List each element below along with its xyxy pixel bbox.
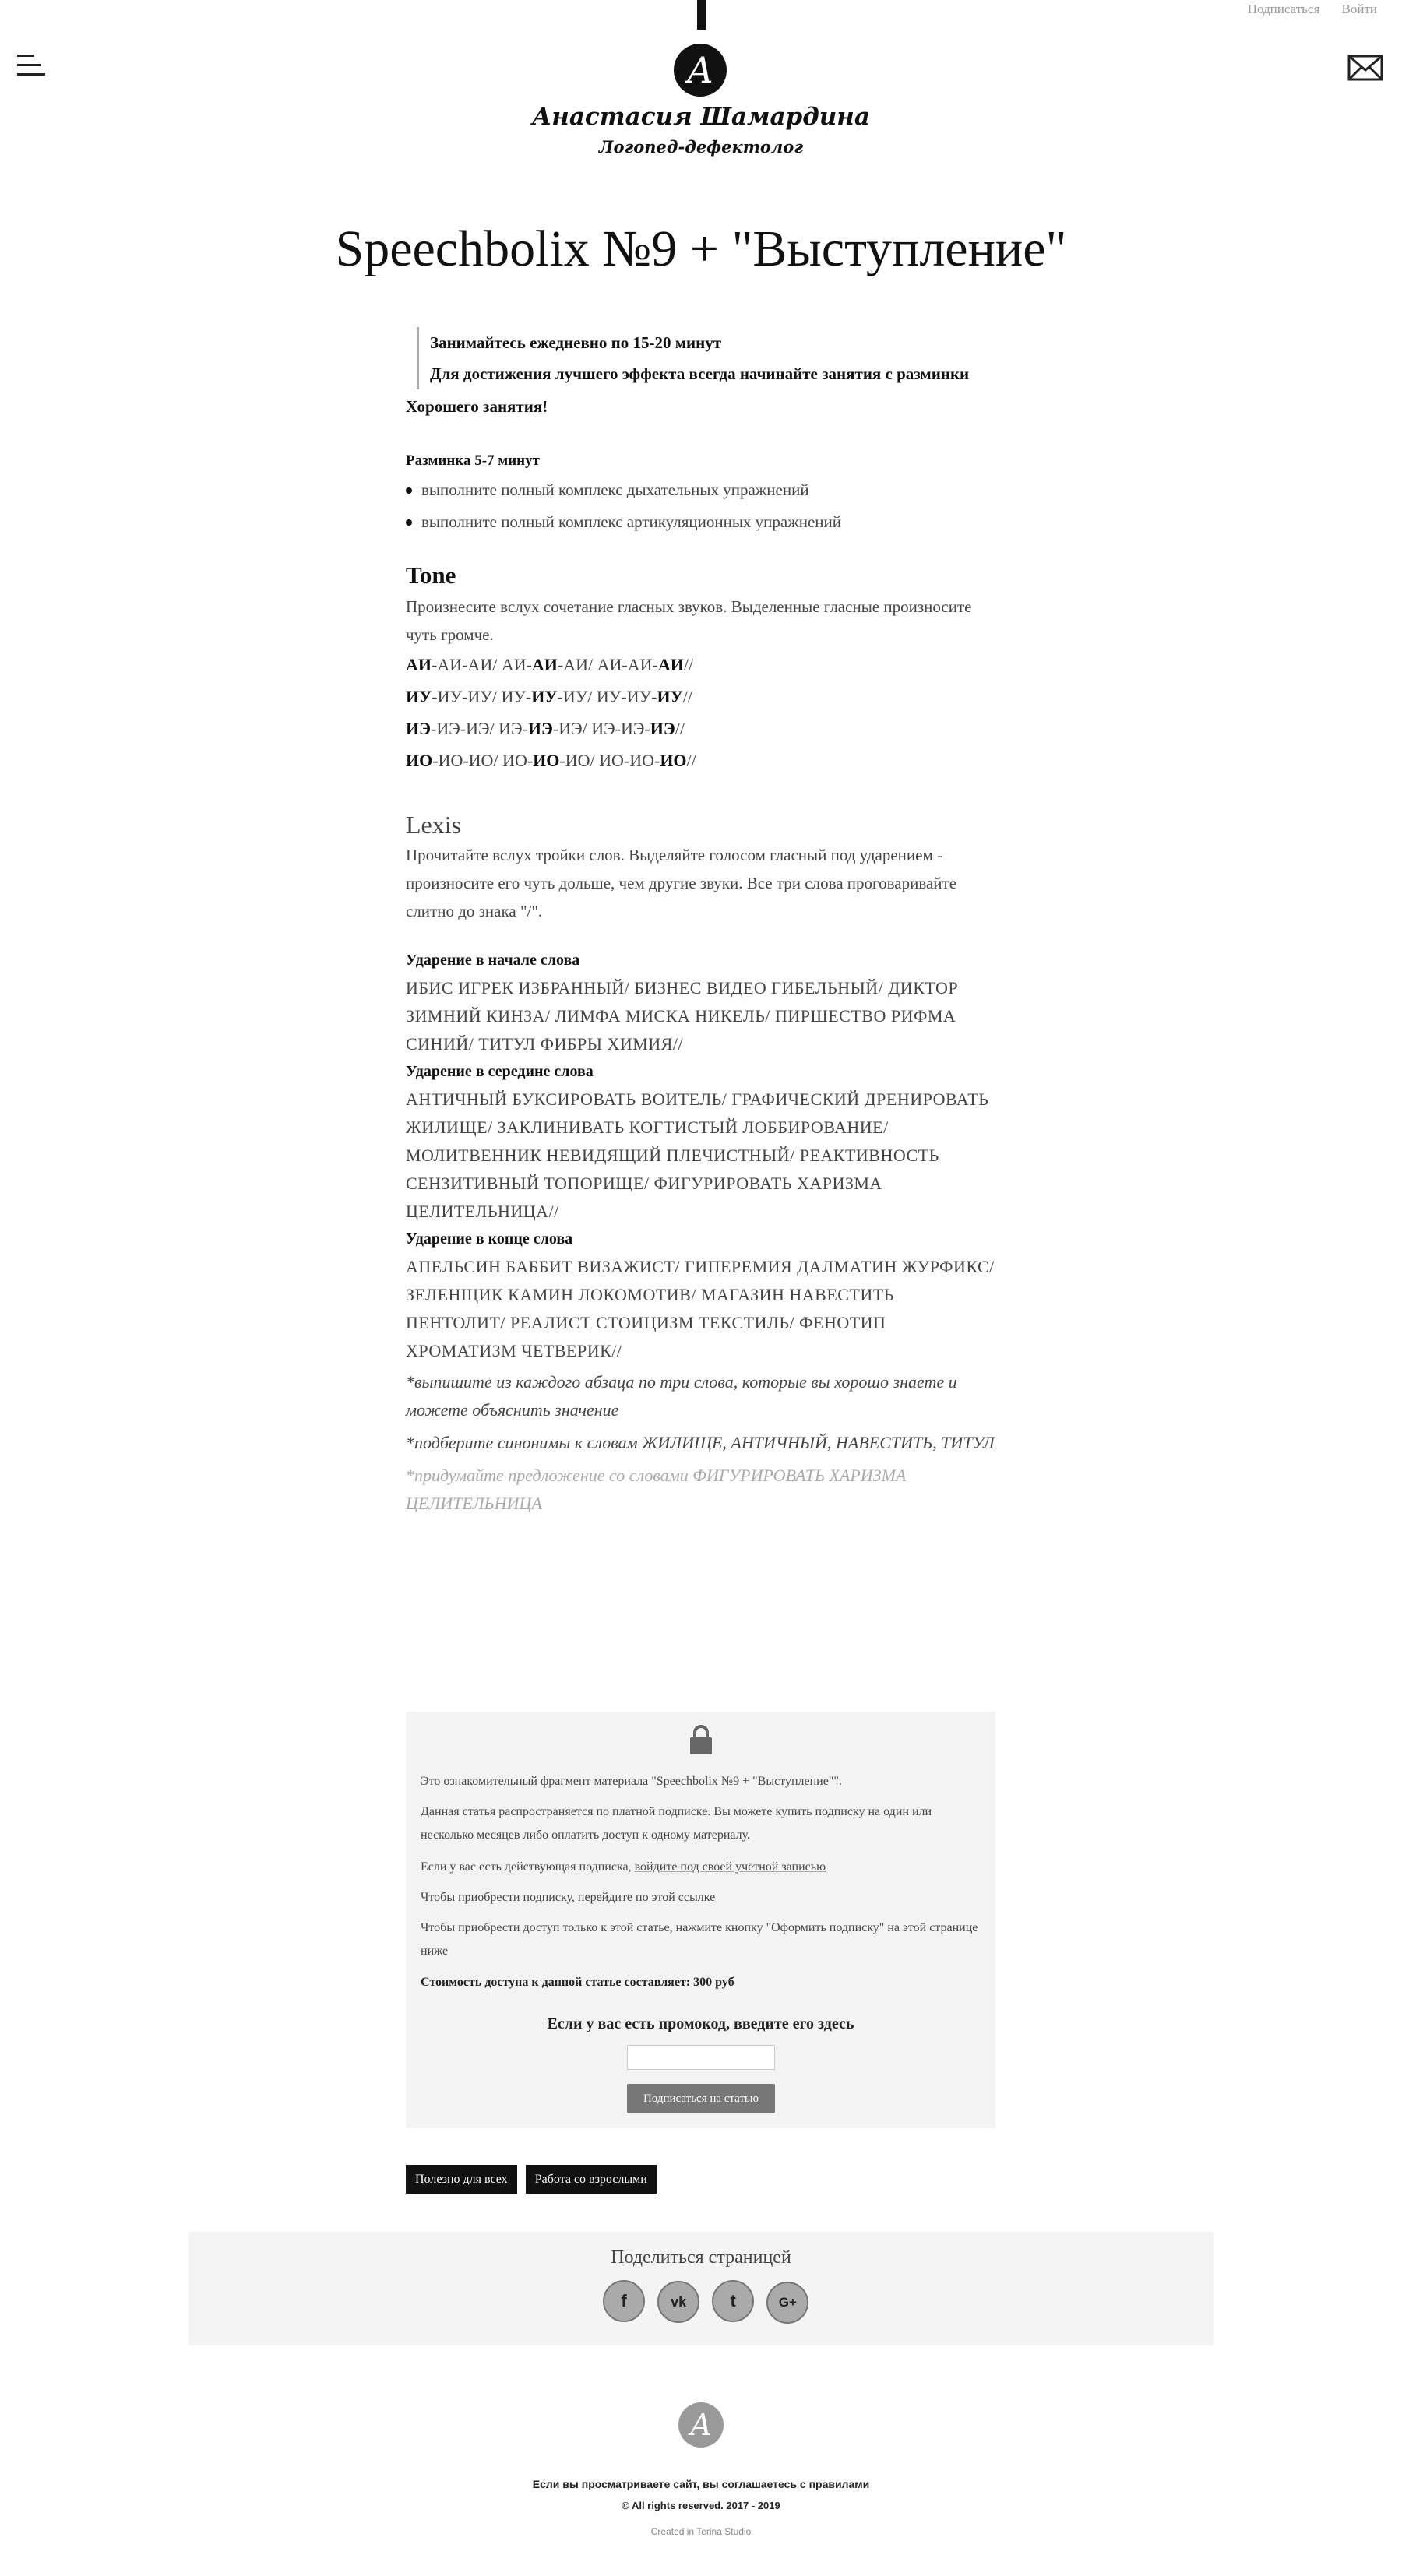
quote-line: Занимайтесь ежедневно по 15-20 минут <box>430 333 722 352</box>
vowel-line: ИУ-ИУ-ИУ/ ИУ-ИУ-ИУ/ ИУ-ИУ-ИУ// <box>406 687 692 706</box>
promo-code-input[interactable] <box>627 2045 775 2070</box>
tone-lines <box>406 649 998 776</box>
top-links <box>1229 2 1377 17</box>
article-content <box>406 327 998 1518</box>
lock-icon <box>689 1725 713 1754</box>
task-2: *подберите синонимы к словам ЖИЛИЩЕ, АНТИЧНЫЙ, НАВЕСТИТЬ, ТИТУЛ <box>406 1433 995 1452</box>
tag-work-with-adults[interactable]: Работа со взрослыми <box>526 2165 657 2194</box>
footer-logo[interactable]: А <box>678 2402 724 2448</box>
vowel-line: ИО-ИО-ИО/ ИО-ИО-ИО/ ИО-ИО-ИО// <box>406 751 696 770</box>
paywall-has-subscription: Если у вас есть действующая подписка, войдите под своей учётной записью <box>421 1860 826 1874</box>
subscribe-link[interactable]: Подписаться <box>1247 2 1320 16</box>
promo-label: Если у вас есть промокод, введите его здесь <box>547 2015 854 2032</box>
vowel-line: АИ-АИ-АИ/ АИ-АИ-АИ/ АИ-АИ-АИ// <box>406 655 694 674</box>
footer-rights: © All rights reserved. 2017 - 2019 <box>622 2500 780 2511</box>
share-title: Поделиться страницей <box>611 2247 791 2268</box>
subscribe-article-button[interactable]: Подписаться на статью <box>627 2084 775 2113</box>
greeting: Хорошего занятия! <box>406 397 548 416</box>
share-section <box>188 2232 1214 2345</box>
twitter-icon[interactable]: t <box>712 2280 754 2322</box>
footer-created[interactable]: Created in Terina Studio <box>650 2526 752 2537</box>
tag-useful-for-all[interactable]: Полезно для всех <box>406 2165 517 2194</box>
site-logo[interactable]: А <box>674 44 727 97</box>
lexis-heading: Lexis <box>406 811 462 839</box>
paywall-buy-subscription: Чтобы приобрести подписку, перейдите по этой ссылке <box>421 1891 716 1904</box>
list-item: выполните полный комплекс артикуляционных упражнений <box>406 506 998 538</box>
paywall-distribution: Данная статья распространяется по платной подписке. Вы можете купить подписку на один или несколько месяцев либо оплатить доступ к одному материалу. <box>421 1805 932 1842</box>
stress-start-title: Ударение в начале слова <box>406 952 580 969</box>
warmup-list <box>406 474 998 538</box>
warmup-title: Разминка 5-7 минут <box>406 452 540 469</box>
tags <box>406 2165 661 2194</box>
tone-heading: Tone <box>406 561 456 589</box>
blockquote <box>417 327 998 389</box>
tone-instructions: Произнесите вслух сочетание гласных звуков. Выделенные гласные произносите чуть громче. <box>406 597 972 644</box>
list-item: выполните полный комплекс дыхательных упражнений <box>406 474 998 506</box>
login-account-link[interactable]: войдите под своей учётной записью <box>634 1860 826 1874</box>
login-link[interactable]: Войти <box>1341 2 1377 16</box>
paywall-intro: Это ознакомительный фрагмент материала "Speechbolix №9 + "Выступление"". <box>421 1775 842 1788</box>
footer-consent[interactable]: Если вы просматриваете сайт, вы соглашаетесь с правилами <box>532 2478 870 2490</box>
vk-icon[interactable]: vk <box>657 2281 699 2323</box>
stress-start-words: ИБИС ИГРЕК ИЗБРАННЫЙ/ БИЗНЕС ВИДЕО ГИБЕЛЬНЫЙ/ ДИКТОР ЗИМНИЙ КИНЗА/ ЛИМФА МИСКА НИКЕЛЬ/ ПИРШЕСТВО РИФМА СИНИЙ/ ТИТУЛ ФИБРЫ ХИМИЯ// <box>406 978 959 1054</box>
paywall-article-access: Чтобы приобрести доступ только к этой статье, нажмите кнопку "Оформить подписку" на этой странице ниже <box>421 1921 978 1958</box>
paywall-price: Стоимость доступа к данной статье составляет: 300 руб <box>421 1976 734 1989</box>
share-icons <box>603 2280 817 2324</box>
page-title: Speechbolix №9 + "Выступление" <box>335 220 1067 277</box>
facebook-icon[interactable]: f <box>603 2280 645 2322</box>
task-1: *выпишите из каждого абзаца по три слова, которые вы хорошо знаете и можете объяснить значение <box>406 1372 957 1420</box>
brand-name: Анастасия Шамардина <box>532 103 870 131</box>
envelope-icon[interactable] <box>1347 55 1383 81</box>
hamburger-menu-icon[interactable] <box>17 55 45 79</box>
stress-middle-title: Ударение в середине слова <box>406 1063 594 1080</box>
vowel-line: ИЭ-ИЭ-ИЭ/ ИЭ-ИЭ-ИЭ/ ИЭ-ИЭ-ИЭ// <box>406 719 685 738</box>
brand-subtitle: Логопед-дефектолог <box>598 137 804 157</box>
lexis-instructions: Прочитайте вслух тройки слов. Выделяйте голосом гласный под ударением - произносите его чуть дольше, чем другие звуки. Все три слова проговаривайте слитно до знака "/". <box>406 846 957 920</box>
stress-middle-words: АНТИЧНЫЙ БУКСИРОВАТЬ ВОИТЕЛЬ/ ГРАФИЧЕСКИЙ ДРЕНИРОВАТЬ ЖИЛИЩЕ/ ЗАКЛИНИВАТЬ КОГТИСТЫЙ ЛОББИРОВАНИЕ/ МОЛИТВЕННИК НЕВИДЯЩИЙ ПЛЕЧИСТНЫЙ/ РЕАКТИВНОСТЬ СЕНЗИТИВНЫЙ ТОПОРИЩЕ/ ФИГУРИРОВАТЬ ХАРИЗМА ЦЕЛИТЕЛЬНИЦА// <box>406 1089 989 1221</box>
stress-end-words: АПЕЛЬСИН БАББИТ ВИЗАЖИСТ/ ГИПЕРЕМИЯ ДАЛМАТИН ЖУРФИКС/ ЗЕЛЕНЩИК КАМИН ЛОКОМОТИВ/ МАГАЗИН НАВЕСТИТЬ ПЕНТОЛИТ/ РЕАЛИСТ СТОИЦИЗМ ТЕКСТИЛЬ/ ФЕНОТИП ХРОМАТИЗМ ЧЕТВЕРИК// <box>406 1257 995 1360</box>
paywall-box <box>406 1712 995 2128</box>
quote-line: Для достижения лучшего эффекта всегда начинайте занятия с разминки <box>430 364 970 383</box>
buy-subscription-link[interactable]: перейдите по этой ссылке <box>577 1891 716 1904</box>
google-plus-icon[interactable]: G+ <box>766 2282 808 2324</box>
top-accent-bar <box>697 0 706 30</box>
task-3: *придумайте предложение со словами ФИГУРИРОВАТЬ ХАРИЗМА ЦЕЛИТЕЛЬНИЦА <box>406 1466 907 1513</box>
stress-end-title: Ударение в конце слова <box>406 1230 573 1248</box>
